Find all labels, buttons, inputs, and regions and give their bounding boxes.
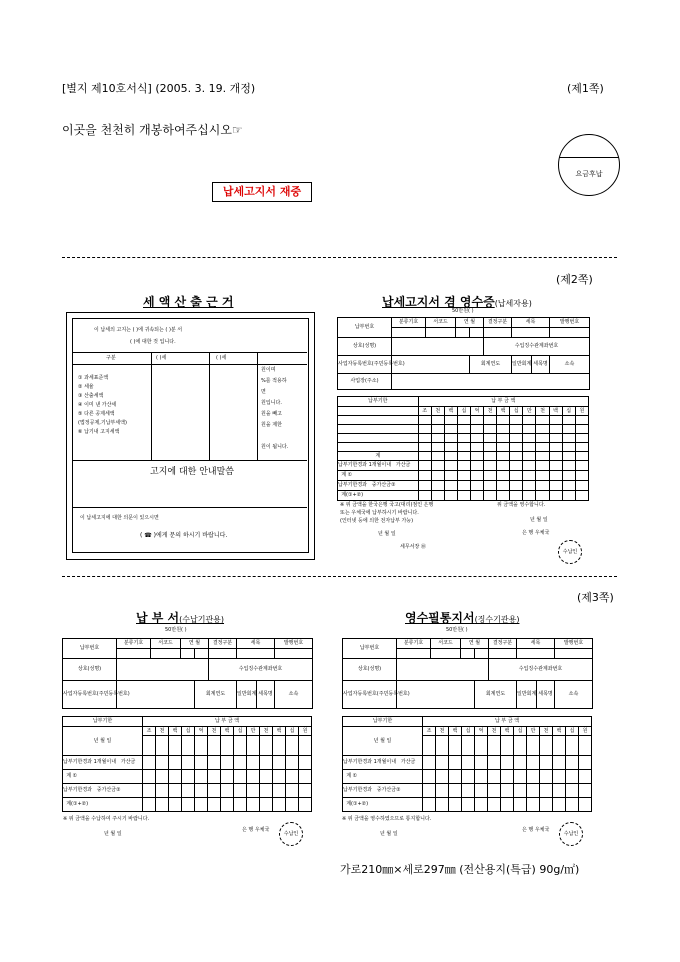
label-general: 일반회계 — [517, 681, 537, 709]
footnote-2: 또는 우체국에 납부하시기 바랍니다. — [340, 510, 419, 516]
label-business-name: 상호(성명) — [343, 659, 397, 681]
basis-items — [78, 376, 127, 439]
receipt-header-table — [337, 317, 590, 390]
right-text: 원이 됩니다. — [261, 444, 289, 450]
unit-head: 십 — [234, 727, 247, 736]
unit-head: 원 — [299, 727, 312, 736]
unit-head: 조 — [143, 727, 156, 736]
label-business-name: 상호(성명) — [338, 338, 392, 356]
unit-head: 천 — [260, 727, 273, 736]
label-general: 일반회계 — [512, 356, 532, 374]
unit-head: 백 — [221, 727, 234, 736]
left-date: 년 월 일 — [104, 831, 122, 837]
right-seal: 수납인 — [559, 822, 583, 846]
unit-head: 천 — [208, 727, 221, 736]
notice-title: 고지에 대한 안내말씀 — [150, 467, 234, 477]
deadline-sub: 계(①+②) — [66, 801, 89, 807]
label-dept: 소속 — [555, 681, 593, 709]
left-form-title — [136, 609, 224, 626]
cut-line-1 — [62, 257, 617, 258]
inquiry-line: 이 납세고지에 대한 의문이 있으시면 — [80, 515, 159, 521]
basis-item: ⑤ 다른 공제세액 — [78, 411, 115, 417]
label-payment-no: 납부번호 — [63, 639, 117, 659]
unit-head: 천 — [488, 727, 501, 736]
right-text: 원이며 — [261, 367, 276, 373]
unit-head: 백 — [444, 407, 457, 416]
due-label: 납부기한 — [338, 397, 419, 407]
seal-circle: 수납인 — [558, 540, 582, 564]
paid-amount-label: 납 부 금 액 — [423, 717, 592, 727]
label-fiscal-year: 회계연도 — [470, 356, 512, 374]
deadline-sub: 계 ① — [341, 472, 353, 478]
head: 세목 — [512, 318, 550, 328]
unit-head: 십 — [514, 727, 527, 736]
label-fiscal-year: 회계연도 — [195, 681, 237, 709]
tax-basis-title: 세 액 산 출 근 거 — [143, 295, 234, 309]
paid-amount-label: 납 부 금 액 — [143, 717, 312, 727]
page-1-label: (제1쪽) — [567, 82, 604, 95]
unit-head: 백 — [273, 727, 286, 736]
unit-head: 백 — [497, 407, 510, 416]
head: 연 월 — [461, 639, 489, 649]
head: 분류기호 — [392, 318, 426, 328]
tax-office: 세무서장 ㊞ — [400, 544, 426, 550]
basis-line-1: 이 납세의 고지는 ( )에 귀속되는 ( )분 서 — [94, 327, 183, 333]
label-dept: 소속 — [550, 356, 590, 374]
head: 서코드 — [151, 639, 181, 649]
deadline-label: 납부기한경과 — [338, 482, 367, 488]
right-subtitle: (징수기관용) — [474, 615, 520, 624]
deadline-sub: 중가산금② — [376, 787, 401, 793]
deadline-label: 납부기한경과 — [343, 787, 372, 793]
unit-head: 천 — [484, 407, 497, 416]
unit-head: 억 — [195, 727, 208, 736]
form-reference: [별지 제10호서식] (2005. 3. 19. 개정) — [62, 82, 256, 95]
label-payment-no: 납부번호 — [338, 318, 392, 338]
unit-head: 십 — [510, 407, 523, 416]
form-header-table — [342, 638, 593, 709]
head: 결정구분 — [489, 639, 517, 649]
right-title-text: 영수필통지서 — [405, 611, 475, 625]
deadline-sub: 가산금 — [400, 759, 416, 765]
basis-item: ④ 이미 낸 가산세 — [78, 402, 117, 408]
label-tax-item: 세목명 — [257, 681, 275, 709]
label-business-name: 상호(성명) — [63, 659, 117, 681]
unit-head: 백 — [501, 727, 514, 736]
unit-head: 천 — [156, 727, 169, 736]
open-instruction: 이곳을 천천히 개봉하여주십시오☞ — [62, 123, 243, 137]
left-subtitle: (수납기관용) — [179, 615, 225, 624]
deadline-sub: 중가산금② — [371, 482, 396, 488]
unit-head: 십 — [562, 407, 575, 416]
form-amount-table — [342, 716, 592, 812]
left-amount-caption: 50만원( ) — [165, 627, 187, 633]
unit-head: 십 — [462, 727, 475, 736]
paid-amount-label: 납 부 금 액 — [418, 397, 588, 407]
page-2-label: (제2쪽) — [556, 273, 593, 286]
head: 발행번호 — [555, 639, 593, 649]
unit-head: 원 — [575, 407, 588, 416]
head: 발행번호 — [550, 318, 590, 328]
unit-head: 억 — [470, 407, 483, 416]
deadline-label: 납부기한경과 1개월이내 — [63, 759, 117, 765]
basis-item: ⑥ 납기내 고지세액 — [78, 429, 120, 435]
unit-head: 천 — [540, 727, 553, 736]
label-reg-no: 사업자등록번호(주민등록번호) — [63, 681, 117, 709]
phone-line: ( ☎ )에게 문의 하시기 바랍니다. — [140, 532, 228, 539]
cut-line-2 — [62, 576, 617, 577]
unit-head: 천 — [436, 727, 449, 736]
unit-head: 백 — [449, 727, 462, 736]
page-3-label: (제3쪽) — [577, 591, 614, 604]
right-bank: 은 행 우체국 — [522, 827, 550, 833]
unit-head: 십 — [457, 407, 470, 416]
date-line: 년 월 일 — [63, 727, 143, 756]
unit-head: 만 — [247, 727, 260, 736]
paper-spec: 가로210㎜×세로297㎜ (전산용지(특급) 90g/㎡) — [340, 863, 580, 876]
due-label: 납부기한 — [63, 717, 143, 727]
label-account: 수입징수관계좌번호 — [209, 659, 313, 681]
sum-label: 계 — [338, 452, 419, 461]
right-form-title — [405, 609, 519, 626]
right-text: 원을 제한 — [261, 422, 282, 428]
label-fiscal-year: 회계연도 — [475, 681, 517, 709]
stamp-label: 요금후납 — [575, 170, 603, 178]
basis-item: (법정공제,기납부세액) — [78, 420, 127, 426]
deadline-sub: 계(①+②) — [341, 492, 364, 498]
receipt-line: 위 금액을 영수합니다. — [497, 502, 546, 508]
basis-line-2: ( )에 대한 것 입니다. — [130, 339, 176, 345]
unit-head: 십 — [286, 727, 299, 736]
right-text: 원을 빼고 — [261, 411, 282, 417]
unit-head: 백 — [169, 727, 182, 736]
basis-item: ③ 산출세액 — [78, 393, 104, 399]
deadline-label: 납부기한경과 — [63, 787, 92, 793]
basis-item: ② 세율 — [78, 384, 94, 390]
head: 서코드 — [431, 639, 461, 649]
right-text: %를 적용하 — [261, 378, 287, 384]
receipt-subtitle: (납세자용) — [494, 299, 532, 308]
deadline-sub: 계 ① — [66, 773, 78, 779]
label-tax-item: 세목명 — [537, 681, 555, 709]
deadline-sub: 가산금 — [395, 462, 411, 468]
unit-head: 십 — [182, 727, 195, 736]
col-b: ( )세 — [216, 355, 227, 361]
unit-head: 만 — [523, 407, 536, 416]
unit-head: 천 — [536, 407, 549, 416]
head: 서코드 — [426, 318, 456, 328]
head: 발행번호 — [275, 639, 313, 649]
deadline-sub: 계 ① — [346, 773, 358, 779]
right-text — [261, 434, 288, 439]
unit-head: 조 — [423, 727, 436, 736]
bank-label: 은 행 우체국 — [522, 530, 550, 536]
deadline-sub: 계(①+②) — [346, 801, 369, 807]
head: 세목 — [517, 639, 555, 649]
left-bank: 은 행 우체국 — [242, 827, 270, 833]
head: 세목 — [237, 639, 275, 649]
col-a: ( )세 — [156, 355, 167, 361]
form-amount-table — [62, 716, 312, 812]
receipt-title-text: 납세고지서 겸 영수증 — [382, 295, 495, 309]
label-tax-item: 세목명 — [532, 356, 550, 374]
left-title-text: 납 부 서 — [136, 611, 180, 625]
unit-head: 천 — [431, 407, 444, 416]
deadline-sub: 중가산금② — [96, 787, 121, 793]
date-line: 년 월 일 — [530, 517, 548, 523]
deadline-sub: 가산금 — [120, 759, 136, 765]
basis-right-text — [261, 368, 288, 456]
date-line: 년 월 일 — [343, 727, 423, 756]
form-header-table — [62, 638, 313, 709]
head: 결정구분 — [484, 318, 512, 328]
postage-stamp-circle — [558, 134, 620, 196]
unit-head: 억 — [475, 727, 488, 736]
footnote-3: (인터넷 등에 의한 전자납부 가능) — [340, 518, 414, 524]
head: 분류기호 — [117, 639, 151, 649]
label-payment-no: 납부번호 — [343, 639, 397, 659]
unit-head: 만 — [527, 727, 540, 736]
head: 연 월 — [456, 318, 484, 328]
right-text: 면 — [261, 389, 266, 395]
left-seal: 수납인 — [279, 822, 303, 846]
unit-head: 조 — [418, 407, 431, 416]
footnote-1: ※ 위 금액을 한국은행 국고(대리)점인 은행 — [340, 502, 434, 508]
left-footnote: ※ 위 금액을 수납하여 주시기 바랍니다. — [63, 816, 150, 822]
deadline-label: 납부기한경과 1개월이내 — [338, 462, 392, 468]
amount-caption: 50만원( ) — [452, 308, 474, 314]
unit-head: 백 — [549, 407, 562, 416]
label-general: 일반회계 — [237, 681, 257, 709]
receipt-amount-table — [337, 396, 589, 501]
due-label: 납부기한 — [343, 717, 423, 727]
label-account: 수입징수관계좌번호 — [489, 659, 593, 681]
label-account: 수입징수관계좌번호 — [484, 338, 590, 356]
unit-head: 백 — [553, 727, 566, 736]
right-text: 원입니다. — [261, 400, 282, 406]
unit-head: 십 — [566, 727, 579, 736]
head: 분류기호 — [397, 639, 431, 649]
deadline-label: 납부기한경과 1개월이내 — [343, 759, 397, 765]
label-reg-no: 사업자등록번호(주민등록번호) — [343, 681, 397, 709]
label-address: 사업장(주소) — [338, 374, 392, 390]
col-category: 구분 — [106, 355, 116, 361]
right-footnote: ※ 위 금액을 영수하였으므로 통지합니다. — [342, 816, 432, 822]
head: 연 월 — [181, 639, 209, 649]
right-date: 년 월 일 — [380, 831, 398, 837]
label-dept: 소속 — [275, 681, 313, 709]
label-reg-no: 사업자등록번호(주민등록번호) — [338, 356, 392, 374]
head: 결정구분 — [209, 639, 237, 649]
reissue-label: 납세고지서 재중 — [212, 182, 312, 202]
date-line-left: 년 월 일 — [378, 531, 396, 537]
basis-item: ① 과세표준액 — [78, 375, 109, 381]
unit-head: 원 — [579, 727, 592, 736]
right-amount-caption: 50만원( ) — [446, 627, 468, 633]
